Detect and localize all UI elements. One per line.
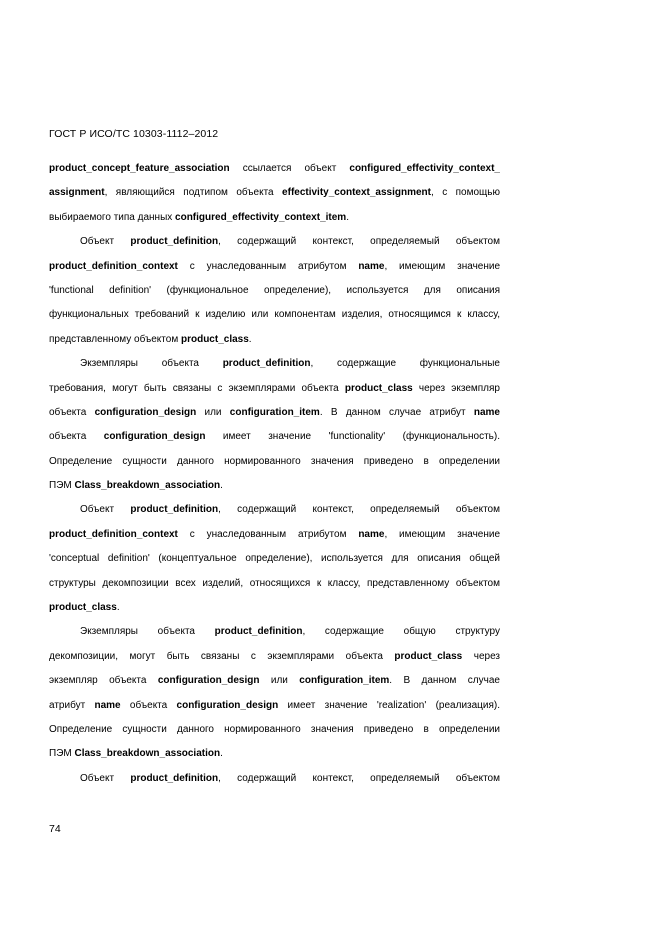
entity-name: product_definition xyxy=(130,236,219,248)
text-run: представленному объектом xyxy=(49,333,181,345)
text-run: , имеющим значение xyxy=(384,260,500,272)
text-run: требования, могут быть связаны с экземплярами объекта xyxy=(49,382,345,394)
text-run: Экземпляры объекта xyxy=(80,626,215,638)
text-run: . xyxy=(248,333,252,345)
entity-name: product_definition xyxy=(130,772,219,784)
text-run: функциональных требований к изделию или компонентам изделия, относящимся к классу, xyxy=(49,309,500,321)
text-run: , содержащие функциональные xyxy=(310,358,500,370)
text-run: , содержащие общую структуру xyxy=(302,626,500,638)
text-line xyxy=(49,718,500,742)
entity-name: product_definition xyxy=(222,358,311,370)
entity-name: configuration_design xyxy=(103,431,206,443)
text-line xyxy=(49,401,500,425)
entity-name: configuration_design xyxy=(176,699,279,711)
entity-name: product_definition xyxy=(214,626,303,638)
text-line xyxy=(49,450,500,474)
text-line xyxy=(49,230,500,254)
entity-name: product_class xyxy=(180,333,249,345)
text-run: через экземпляр xyxy=(412,382,500,394)
text-run: или xyxy=(259,675,300,687)
text-line xyxy=(49,645,500,669)
text-run: объекта xyxy=(49,431,104,443)
entity-name: configured_effectivity_context_ xyxy=(349,163,500,174)
text-line xyxy=(49,596,500,620)
entity-name: effectivity_context_assignment xyxy=(282,187,431,199)
entity-name: name xyxy=(473,406,500,418)
text-run: объекта xyxy=(120,699,177,711)
entity-name: Class_breakdown_association xyxy=(74,480,221,492)
text-line xyxy=(49,523,500,547)
text-line xyxy=(49,157,500,181)
body-text xyxy=(49,157,500,791)
text-run: . В данном случае атрибут xyxy=(319,406,474,418)
text-run: . xyxy=(220,480,223,492)
text-run: Определение сущности данного нормированного значения приведено в определении xyxy=(49,723,500,735)
text-run: выбираемого типа данных xyxy=(49,211,176,223)
text-line xyxy=(49,767,500,791)
text-run: Объект xyxy=(80,772,131,784)
entity-name: name xyxy=(358,528,385,540)
text-run: через xyxy=(462,650,500,662)
text-run: или xyxy=(196,406,230,418)
text-run: объекта xyxy=(49,406,95,418)
text-line xyxy=(49,206,500,230)
text-line xyxy=(49,694,500,718)
text-line xyxy=(49,742,500,766)
text-line xyxy=(49,572,500,596)
entity-name: product_class xyxy=(394,650,463,662)
text-line xyxy=(49,669,500,693)
text-run: Экземпляры объекта xyxy=(80,358,223,370)
text-line xyxy=(49,620,500,644)
text-run: ПЭМ xyxy=(49,480,75,492)
text-line xyxy=(49,547,500,571)
entity-name: configuration_item xyxy=(299,675,390,687)
entity-name: product_definition xyxy=(130,504,219,516)
entity-name: product_definition_context xyxy=(49,528,178,540)
entity-name: product_class xyxy=(344,382,413,394)
text-line xyxy=(49,328,500,352)
text-run: ссылается объект xyxy=(229,163,350,174)
text-line xyxy=(49,377,500,401)
text-run: . xyxy=(220,748,223,760)
text-run: , содержащий контекст, определяемый объектом xyxy=(218,504,500,516)
entity-name: configuration_item xyxy=(229,406,320,418)
entity-name: configured_effectivity_context_item xyxy=(175,211,347,223)
running-header: ГОСТ Р ИСО/ТС 10303-1112–2012 xyxy=(49,128,219,140)
text-run: , с помощью xyxy=(431,187,500,199)
text-run: с унаследованным атрибутом xyxy=(177,260,359,272)
text-run: декомпозиции, могут быть связаны с экземплярами объекта xyxy=(49,650,395,662)
text-run: Определение сущности данного нормированного значения приведено в определении xyxy=(49,455,500,467)
entity-name: configuration_design xyxy=(157,675,260,687)
text-run: 'functional definition' (функциональное определение), используется для описания xyxy=(49,284,500,296)
text-run: с унаследованным атрибутом xyxy=(177,528,359,540)
entity-name: assignment xyxy=(49,187,105,199)
text-line xyxy=(49,303,500,327)
text-line xyxy=(49,352,500,376)
text-run: имеет значение 'realization' (реализация). xyxy=(278,699,500,711)
text-line xyxy=(49,279,500,303)
text-line xyxy=(49,474,500,498)
entity-name: configuration_design xyxy=(94,406,197,418)
entity-name: product_definition_context xyxy=(49,260,178,272)
text-line xyxy=(49,425,500,449)
text-run: экземпляр объекта xyxy=(49,675,158,687)
text-run: структуры декомпозиции всех изделий, относящихся к классу, представленному объектом xyxy=(49,577,500,589)
text-run: . xyxy=(116,602,120,614)
text-run: ПЭМ xyxy=(49,748,75,760)
text-run: 'conceptual definition' (концептуальное определение), используется для описания общей xyxy=(49,553,500,565)
text-run: атрибут xyxy=(49,699,95,711)
entity-name: product_concept_feature_association xyxy=(49,163,230,174)
entity-name: name xyxy=(358,260,385,272)
text-run: , являющийся подтипом объекта xyxy=(104,187,283,199)
text-line xyxy=(49,498,500,522)
text-line xyxy=(49,181,500,205)
text-line xyxy=(49,255,500,279)
text-run: Объект xyxy=(80,504,131,516)
text-run: , имеющим значение xyxy=(384,528,500,540)
entity-name: Class_breakdown_association xyxy=(74,748,221,760)
text-run: . В данном случае xyxy=(389,675,500,687)
text-run: Объект xyxy=(80,236,131,248)
text-run: имеет значение 'functionality' (функциональность). xyxy=(205,431,500,443)
text-run: . xyxy=(346,211,349,223)
page-number: 74 xyxy=(49,823,61,835)
entity-name: product_class xyxy=(49,602,117,614)
text-run: , содержащий контекст, определяемый объектом xyxy=(218,236,500,248)
text-run: , содержащий контекст, определяемый объектом xyxy=(218,772,500,784)
entity-name: name xyxy=(94,699,121,711)
